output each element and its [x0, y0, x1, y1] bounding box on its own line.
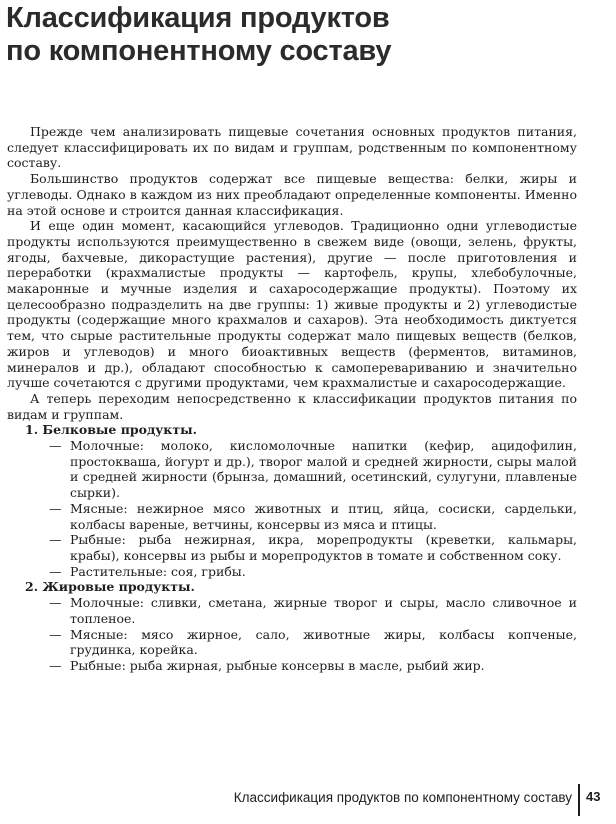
list-item-text: Молочные: молоко, кисломолочные напитки (кефир, ацидофилин, простокваша, йогурт и др.), творог малой и средней жирности, сыры малой и средней жирности (брынза, домашний, осетинский, сулугуни, плавленые сырки).	[70, 438, 577, 501]
list-item-text: Растительные: соя, грибы.	[70, 563, 246, 579]
list-item-text: Молочные: сливки, сметана, жирные творог и сыры, масло сливочное и топленое.	[70, 595, 577, 626]
paragraph: И еще один момент, касающийся углеводов. Традиционно одни углеводистые продукты используются преимущественно в свежем виде (овощи, зелень, фрукты, ягоды, бахчевые, дикорастущие растения), другие — после приготовления и переработки (крахмалистые продукты — картофель, крупы, хлебобулочные, макаронные и мучные изделия и сахаросодержащие продукты). Поэтому их целесообразно подразделить на две группы: 1) живые продукты и 2) углеводистые продукты (содержащие много крахмалов и сахаров). Эта необходимость диктуется тем, что сырые растительные продукты содержат мало пищевых веществ (белков, жиров и углеводов) и много биоактивных веществ (ферментов, витаминов, минералов и др.), обладают способностью к самоперевариванию и значительно лучше сочетаются с другими продуктами, чем крахмалистые и сахаросодержащие.	[7, 218, 577, 391]
footer-divider	[578, 784, 580, 816]
list-item	[7, 501, 577, 532]
dash-marker: —	[49, 626, 62, 642]
dash-marker: —	[49, 500, 62, 516]
list-item-text: Мясные: нежирное мясо животных и птиц, яйца, сосиски, сардельки, колбасы вареные, ветчины, консервы из мяса и птицы.	[70, 500, 577, 532]
chapter-title	[6, 2, 606, 68]
dash-marker: —	[49, 595, 62, 611]
list-item-text: Рыбные: рыба нежирная, икра, морепродукты (креветки, кальмары, крабы), консервы из рыбы и морепродуктов в томате и собственном соку.	[70, 532, 577, 563]
list-item	[7, 658, 577, 674]
chapter-title-line-1: Классификация продуктов	[6, 2, 390, 34]
list-item	[7, 438, 577, 501]
list-item	[7, 595, 577, 626]
section-heading-fat: 2. Жировые продукты.	[25, 579, 195, 595]
list-item	[7, 627, 577, 658]
paragraph: Большинство продуктов содержат все пищевые вещества: белки, жиры и углеводы. Однако в каждом из них преобладают определенные компоненты. Именно на этой основе и строится данная классификация.	[7, 171, 577, 218]
paragraph: А теперь переходим непосредственно к классификации продуктов питания по видам и группам.	[7, 390, 577, 422]
list-item	[7, 532, 577, 563]
paragraph: Прежде чем анализировать пищевые сочетания основных продуктов питания, следует классифицировать их по видам и группам, родственным по компонентному составу.	[7, 124, 577, 171]
running-footer-title: Классификация продуктов по компонентному составу	[233, 790, 572, 805]
dash-marker: —	[49, 657, 62, 673]
page-number: 43	[586, 789, 601, 804]
dash-marker: —	[49, 532, 62, 548]
chapter-title-line-2: по компонентному составу	[6, 35, 392, 67]
dash-marker: —	[49, 438, 62, 454]
dash-marker: —	[49, 563, 62, 579]
list-item-text: Рыбные: рыба жирная, рыбные консервы в масле, рыбий жир.	[70, 657, 485, 673]
list-item	[7, 564, 577, 580]
section-heading-protein: 1. Белковые продукты.	[25, 422, 197, 438]
body-text	[7, 124, 577, 674]
list-item-text: Мясные: мясо жирное, сало, животные жиры, колбасы копченые, грудинка, корейка.	[70, 626, 577, 658]
